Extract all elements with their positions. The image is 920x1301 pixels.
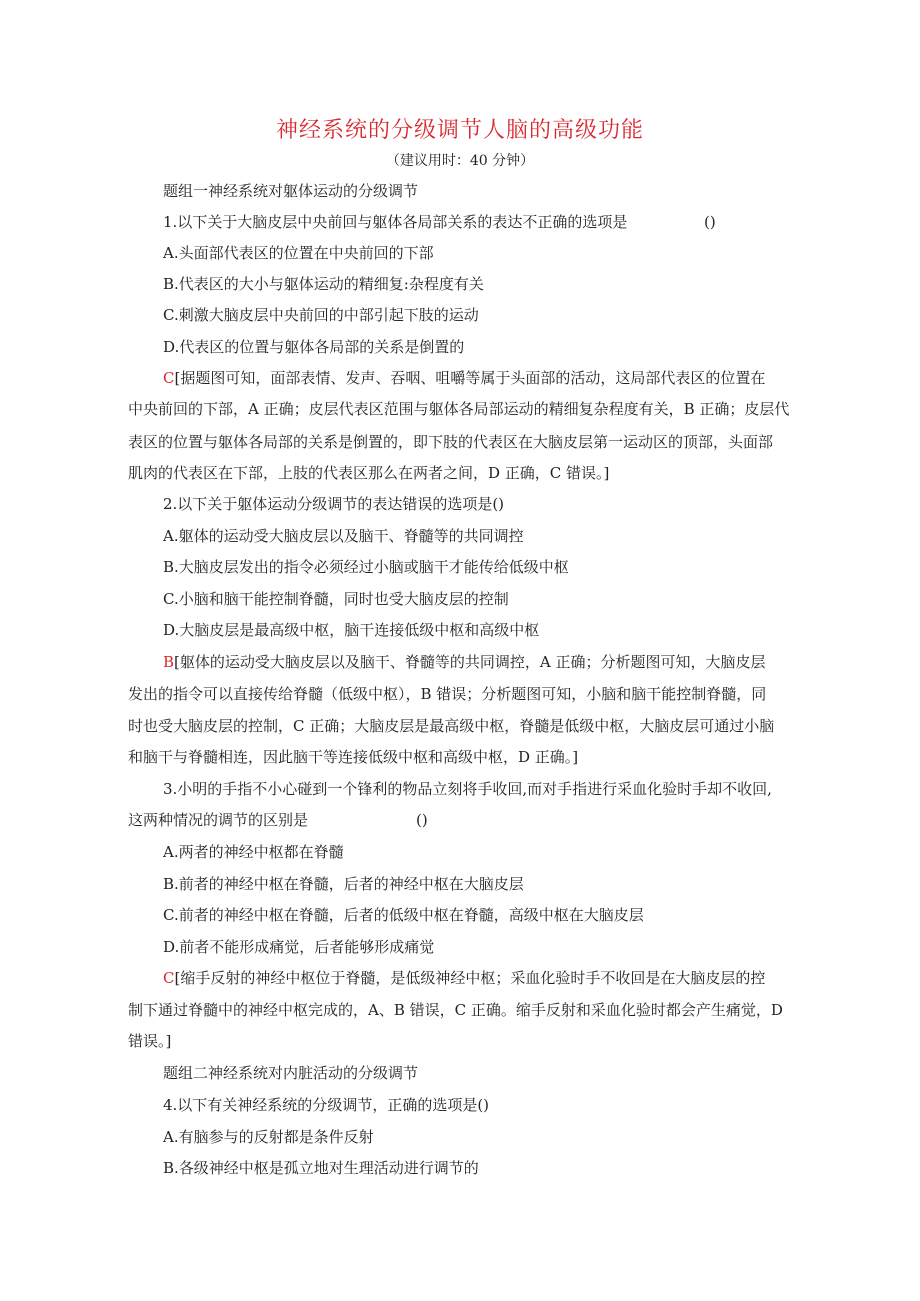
suggested-time: （建议用时：40 分钟） (385, 153, 535, 169)
q1-explanation-line2: 中央前回的下部，A 正确；皮层代表区范围与躯体各局部运动的精细复杂程度有关，B 正确；皮层代 (128, 400, 790, 418)
q1-option-b: B.代表区的大小与躯体运动的精细复:杂程度有关 (163, 275, 484, 293)
q2-explanation-line3: 时也受大脑皮层的控制，C 正确；大脑皮层是最高级中枢，脊髓是低级中枢，大脑皮层可通过小脑 (128, 717, 775, 735)
group2-heading: 题组二神经系统对内脏活动的分级调节 (163, 1064, 419, 1082)
q2-option-b: B.大脑皮层发出的指令必须经过小脑或脑干才能传给低级中枢 (163, 558, 569, 576)
q1-option-c: C.刺激大脑皮层中央前回的中部引起下肢的运动 (163, 306, 479, 324)
q3-option-a: A.两者的神经中枢都在脊髓 (163, 843, 344, 861)
q3-option-d: D.前者不能形成痛觉，后者能够形成痛觉 (163, 938, 435, 956)
q1-option-d: D.代表区的位置与躯体各局部的关系是倒置的 (163, 338, 465, 356)
q2-option-d: D.大脑皮层是最高级中枢，脑干连接低级中枢和高级中枢 (163, 621, 540, 639)
q2-explanation-line1: B[躯体的运动受大脑皮层以及脑干、脊髓等的共同调控，A 正确；分析题图可知，大脑皮层 (163, 653, 766, 671)
q2-option-a: A.躯体的运动受大脑皮层以及脑干、脊髓等的共同调控 (163, 527, 524, 545)
q4-option-b: B.各级神经中枢是孤立地对生理活动进行调节的 (163, 1159, 479, 1177)
q4-stem: 4.以下有关神经系统的分级调节，正确的选项是() (163, 1096, 490, 1114)
q2-explanation-line4: 和脑干与脊髓相连，因此脑干等连接低级中枢和高级中枢，D 正确。] (128, 748, 579, 766)
q1-explanation-line3: 表区的位置与躯体各局部的关系是倒置的，即下肢的代表区在大脑皮层第一运动区的顶部，头面部 (128, 433, 774, 451)
q3-answer-blank: () (416, 811, 428, 829)
page-title: 神经系统的分级调节人脑的高级功能 (275, 118, 644, 143)
q3-option-c: C.前者的神经中枢在脊髓，后者的低级中枢在脊髓，高级中枢在大脑皮层 (163, 906, 644, 924)
q1-answer-blank: () (704, 213, 716, 231)
group1-heading: 题组一神经系统对躯体运动的分级调节 (163, 182, 419, 200)
q1-explanation-line4: 肌肉的代表区在下部，上肢的代表区那么在两者之间，D 正确，C 错误。] (128, 464, 610, 482)
q1-explanation-line1: C[据题图可知，面部表情、发声、吞咽、咀嚼等属于头面部的活动，这局部代表区的位置在 (163, 369, 766, 387)
q1-answer-letter: C (163, 369, 175, 387)
q3-stem-line2: 这两种情况的调节的区别是 (128, 811, 309, 829)
q4-option-a: A.有脑参与的反射都是条件反射 (163, 1128, 374, 1146)
q2-stem: 2.以下关于躯体运动分级调节的表达错误的选项是() (163, 495, 505, 513)
q3-explanation-line1: C[缩手反射的神经中枢位于脊髓，是低级神经中枢；采血化验时手不收回是在大脑皮层的控 (163, 969, 766, 987)
q3-option-b: B.前者的神经中枢在脊髓，后者的神经中枢在大脑皮层 (163, 875, 524, 893)
q3-answer-letter: C (163, 969, 175, 987)
q3-explanation-line3: 错误。] (128, 1032, 172, 1050)
q1-option-a: A.头面部代表区的位置在中央前回的下部 (163, 244, 434, 262)
q2-explanation-line2: 发出的指令可以直接传给脊髓（低级中枢），B 错误；分析题图可知，小脑和脑干能控制脊髓，同 (128, 685, 767, 703)
q3-stem-line1: 3.小明的手指不小心碰到一个锋利的物品立刻将手收回,而对手指进行采血化验时手却不收回, (163, 780, 772, 798)
q1-stem: 1.以下关于大脑皮层中央前回与躯体各局部关系的表达不正确的选项是 (163, 213, 628, 231)
q2-option-c: C.小脑和脑干能控制脊髓，同时也受大脑皮层的控制 (163, 590, 509, 608)
q2-answer-letter: B (163, 653, 175, 671)
q3-explanation-line2: 制下通过脊髓中的神经中枢完成的，A、B 错误，C 正确。缩手反射和采血化验时都会产生痛觉，D (128, 1001, 783, 1019)
